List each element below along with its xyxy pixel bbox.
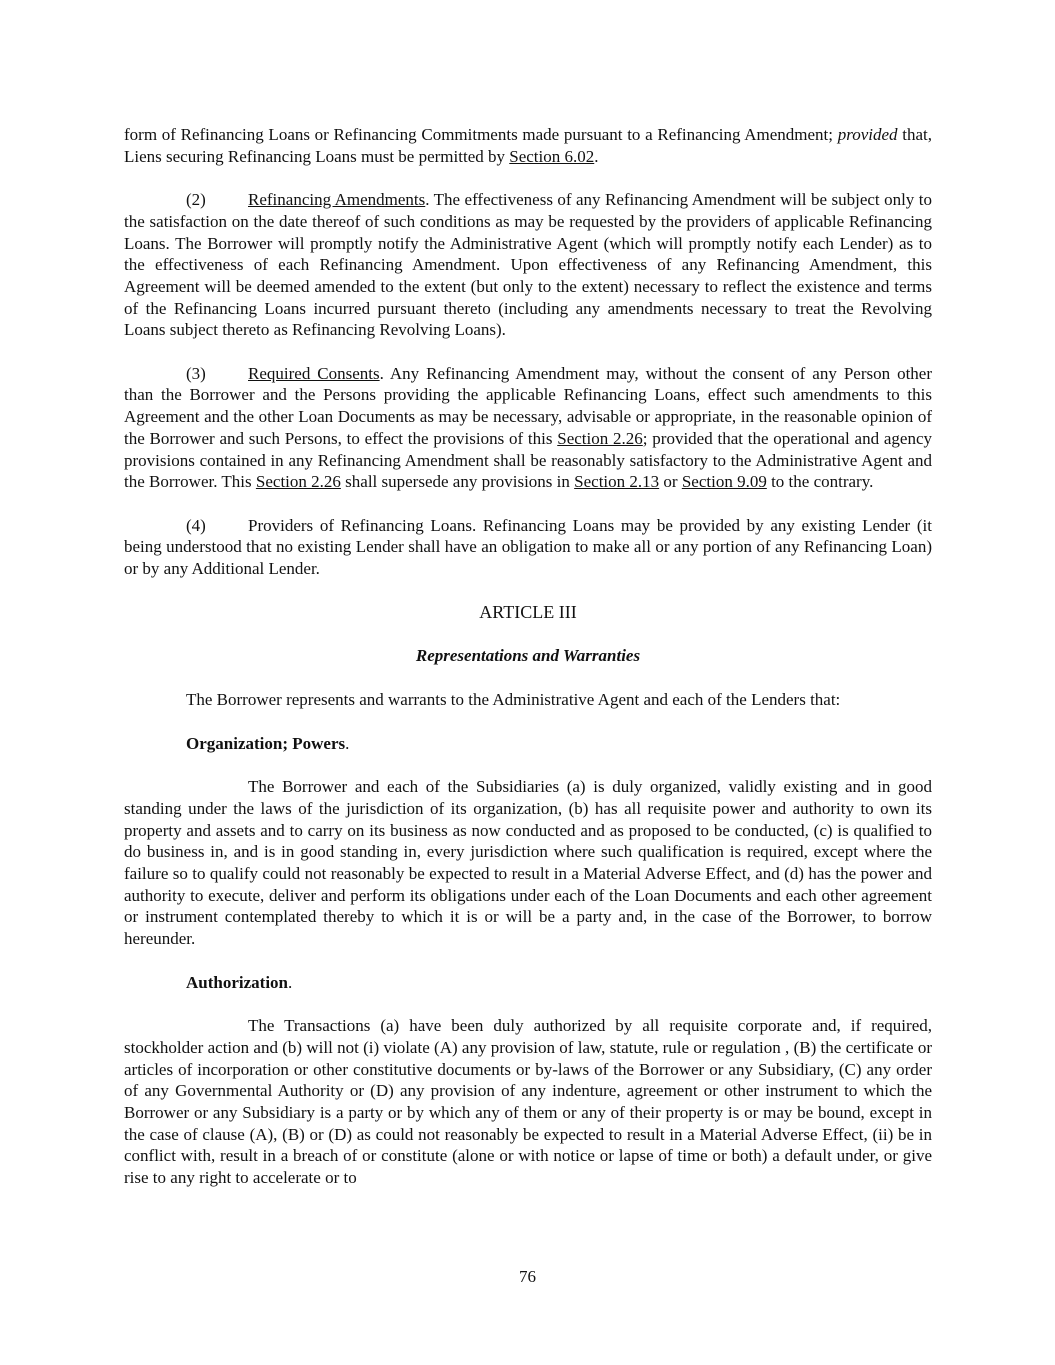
section-body-organization: The Borrower and each of the Subsidiaries (a) is duly organized, validly existing and in good standing under the laws of the jurisdiction of its organization, (b) has all requisite power and authority to own its property and assets and to carry on its business as now conducted and as proposed to be conducted, (c) is qualified to do business in, and is in good standing in, every jurisdiction where such qualification is required, except where the failure so to qualify could not reasonably be expected to result in a Material Adverse Effect, and (d) has the power and authority to execute, deliver and perform its obligations under each of the Loan Documents and each other agreement or instrument contemplated thereby to which it is or will be a party and, in the case of the Borrower, to borrow hereunder. — [124, 777, 932, 949]
heading-punct: . — [345, 733, 350, 753]
paragraph-number: (4) — [186, 515, 206, 535]
paragraph-number: (2) — [186, 190, 206, 210]
section-9-09-link[interactable]: Section 9.09 — [681, 472, 767, 492]
page-number: 76 — [519, 1267, 536, 1286]
section-2-13-link[interactable]: Section 2.13 — [574, 472, 660, 492]
section-heading-organization — [124, 733, 932, 755]
paragraph-text: to the contrary. — [766, 472, 874, 492]
intro-line1: form of Refinancing Loans or Refinancing Commitments made pursuant to a Refinancing Amendment; — [124, 125, 834, 144]
intro-end: . — [594, 146, 599, 166]
document-page — [124, 124, 932, 1189]
section-body-authorization: The Transactions (a) have been duly authorized by all requisite corporate and, if required, stockholder action and (b) will not (i) violate (A) any provision of law, statute, rule or regulation , (B) the certificate or articles of incorporation or other constitutive documents or by-laws of the Borrower or any Subsidiary, (C) any order of any Governmental Authority or (D) any provision of any indenture, agreement or other instrument to which the Borrower or any Subsidiary is a party or by which any of them or any of their property is or may be bound, except in the case of clause (A), (B) or (D) as could not reasonably be expected to result in a Material Adverse Effect, (ii) be in conflict with, result in a breach of or constitute (alone or with notice or lapse of time or both) a default under, or give rise to any right to accelerate or to — [124, 1016, 932, 1188]
heading-text: Authorization — [186, 972, 288, 992]
intro-paragraph — [124, 124, 932, 167]
article-lead: The Borrower represents and warrants to the Administrative Agent and each of the Lenders that: — [186, 690, 841, 710]
paragraph-text: shall supersede any provisions in — [340, 472, 575, 492]
intro-text: that, Liens securing Refinancing Loans must be permitted by — [124, 125, 933, 166]
paragraph-text: ; provided that the operational and agency provisions contained in any Refinancing Amendment shall be reasonably satisfactory to the Administrative Agent and the Borrower. This — [124, 428, 933, 492]
paragraph-providers — [124, 515, 932, 580]
section-2-26-link[interactable]: Section 2.26 — [255, 472, 341, 492]
section-heading-authorization — [124, 972, 932, 994]
paragraph-text: . The effectiveness of any Refinancing Amendment will be subject only to the satisfaction on the date thereof of such conditions as may be requested by the providers of applicable Refinancing Loans. The Borrower will promptly notify the Administrative Agent (which will promptly notify each Lender) as to the effectiveness of each Refinancing Amendment. Upon effectiveness of any Refinancing Amendment, this Agreement will be deemed amended to the extent (but only to the extent) necessary to reflect the existence and terms of the Refinancing Loans incurred pursuant thereto (including any amendments necessary to treat the Revolving Loans subject thereto as Refinancing Revolving Loans). — [124, 190, 932, 340]
paragraph-title: Required Consents — [248, 363, 380, 383]
heading-punct: . — [288, 972, 293, 992]
section-6-02-link[interactable]: Section 6.02 — [509, 146, 595, 166]
article-title: ARTICLE III — [479, 601, 577, 622]
paragraph-title: Refinancing Amendments — [248, 190, 426, 210]
paragraph-text: or — [659, 472, 682, 492]
paragraph-text: Providers of Refinancing Loans. Refinancing Loans may be provided by any existing Lender (it being understood that no existing Lender shall have an obligation to make all or any portion of any Refinancing Loan) or by any Additional Lender. — [124, 515, 932, 579]
heading-text: Organization; Powers — [186, 733, 346, 753]
provided-term: provided — [837, 125, 898, 144]
section-2-26-link[interactable]: Section 2.26 — [557, 428, 643, 448]
article-subtitle: Representations and Warranties — [415, 646, 641, 666]
paragraph-number: (3) — [186, 363, 206, 383]
paragraph-required-consents — [124, 363, 932, 493]
paragraph-text: . Any Refinancing Amendment may, without the consent of any Person other than the Borrower and the Persons providing the applicable Refinancing Loans, effect such amendments to this Agreement and the other Loan Documents as may be necessary, advisable or appropriate, in the reasonable opinion of the Borrower and such Persons, to effect the provisions of this — [124, 363, 932, 448]
paragraph-refinancing-amendments — [124, 189, 932, 341]
